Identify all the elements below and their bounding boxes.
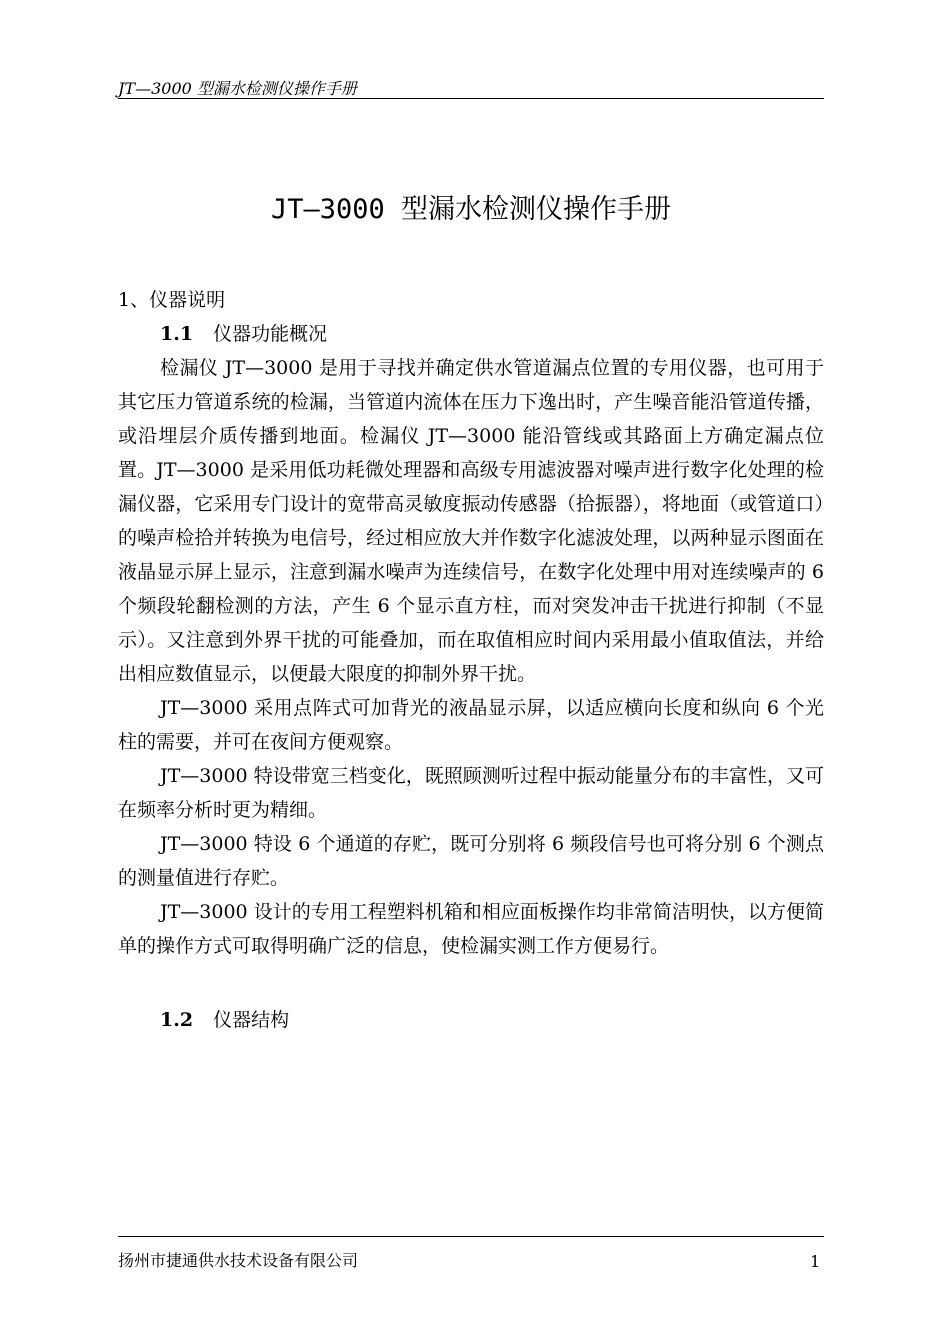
section-gap [118, 963, 824, 1003]
subsection-number: 1.2 [160, 1009, 194, 1031]
subsection-title: 仪器功能概况 [213, 323, 328, 345]
page-number: 1 [810, 1252, 821, 1271]
paragraph: JT—3000 特设 6 个通道的存贮，既可分别将 6 频段信号也可将分别 6 个测点的测量值进行存贮。 [118, 833, 824, 889]
subsection-heading-1-2 [118, 1003, 824, 1037]
subsection-title: 仪器结构 [213, 1009, 290, 1031]
paragraph: JT—3000 特设带宽三档变化，既照顾测听过程中振动能量分布的丰富性，又可在频率分析时更为精细。 [118, 765, 824, 821]
running-header: JT—3000 型漏水检测仪操作手册 [118, 79, 357, 98]
document-body [118, 283, 824, 1037]
paragraph: JT—3000 采用点阵式可加背光的液晶显示屏，以适应横向长度和纵向 6 个光柱的需要，并可在夜间方便观察。 [118, 697, 824, 753]
subsection-number: 1.1 [160, 323, 194, 345]
section-heading: 1、仪器说明 [118, 289, 226, 311]
footer-company: 扬州市捷通供水技术设备有限公司 [118, 1251, 359, 1270]
paragraph: 检漏仪 JT—3000 是用于寻找并确定供水管道漏点位置的专用仪器，也可用于其它压力管道系统的检漏，当管道内流体在压力下逸出时，产生噪音能沿管道传播，或沿埋层介质传播到地面。检漏仪 JT—3000 能沿管线或其路面上方确定漏点位置。JT—3000 是采用低功耗微处理器和高级专用滤波器对噪声进行数字化处理的检漏仪器，它采用专门设计的宽带高灵敏度振动传感器（拾振器），将地面（或管道口）的噪声检拾并转换为电信号，经过相应放大并作数字化滤波处理，以两种显示图面在液晶显示屏上显示，注意到漏水噪声为连续信号，在数字化处理中用对连续噪声的 6 个频段轮翻检测的方法，产生 6 个显示直方柱，而对突发冲击干扰进行抑制（不显示）。又注意到外界干扰的可能叠加，而在取值相应时间内采用最小值取值法，并给出相应数值显示，以便最大限度的抑制外界干扰。 [118, 357, 824, 685]
header-rule [118, 98, 824, 99]
paragraph: JT—3000 设计的专用工程塑料机箱和相应面板操作均非常简洁明快，以方便简单的操作方式可取得明确广泛的信息，使检漏实测工作方便易行。 [118, 901, 824, 957]
subsection-heading-1-1 [118, 317, 824, 351]
document-title: JT—3000 型漏水检测仪操作手册 [270, 194, 672, 225]
footer-rule [118, 1236, 824, 1237]
